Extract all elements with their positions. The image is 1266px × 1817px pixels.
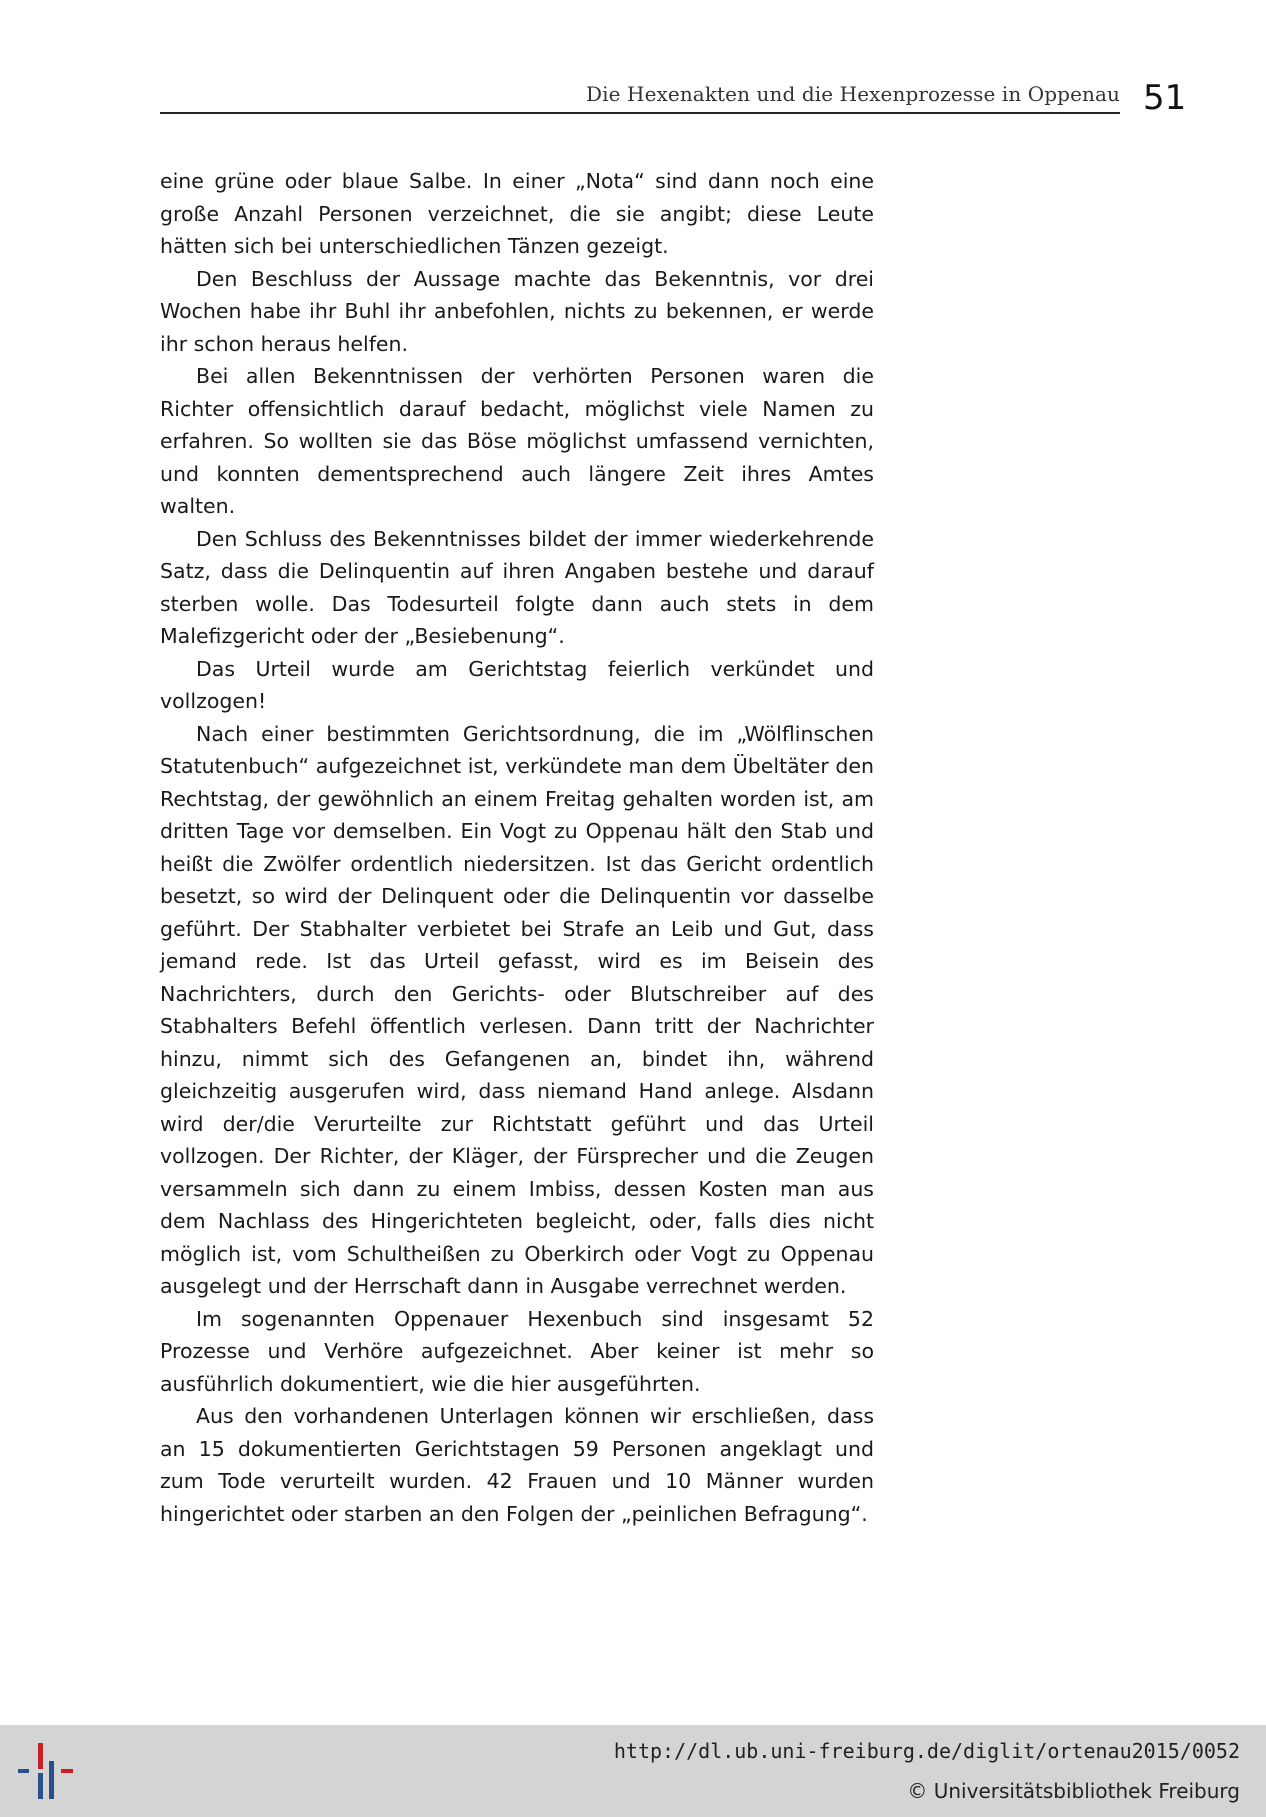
paragraph: Nach einer bestimmten Gerichtsordnung, die im „Wölflinschen Statutenbuch“ aufgezeichnet ist, verkündete man dem Übeltäter den Rechtstag, der gewöhnlich an einem Freitag gehalten worden ist, am dritten Tage vor demselben. Ein Vogt zu Oppenau hält den Stab und heißt die Zwölfer ordentlich niedersitzen. Ist das Gericht ordentlich besetzt, so wird der Delinquent oder die Delinquentin vor dasselbe geführt. Der Stabhalter verbietet bei Strafe an Leib und Gut, dass jemand rede. Ist das Urteil gefasst, wird es im Beisein des Nachrichters, durch den Gerichts- oder Blutschreiber auf des Stabhalters Befehl öffentlich verlesen. Dann tritt der Nachrichter hinzu, nimmt sich des Gefangenen an, bindet ihn, während gleichzeitig ausgerufen wird, dass niemand Hand anlege. Alsdann wird der/die Verurteilte zur Richtstatt geführt und das Urteil vollzogen. Der Richter, der Kläger, der Fürsprecher und die Zeugen versammeln sich dann zu einem Imbiss, dessen Kosten man aus dem Nachlass des Hingerichteten begleicht, oder, falls dies nicht möglich ist, vom Schultheißen zu Oberkirch oder Vogt zu Oppenau ausgelegt und der Herrschaft dann in Ausgabe verrechnet werden.	[160, 721, 874, 1298]
running-title: Die Hexenakten und die Hexenprozesse in Oppenau	[586, 82, 1120, 106]
paragraph: Aus den vorhandenen Unterlagen können wir erschließen, dass an 15 dokumentierten Gerichtstagen 59 Personen angeklagt und zum Tode verurteilt wurden. 42 Frauen und 10 Männer wurden hingerichtet oder starben an den Folgen der „peinlichen Befragung“.	[160, 1404, 874, 1526]
paragraph: Den Schluss des Bekenntnisses bildet der immer wiederkehrende Satz, dass die Delinquentin auf ihren Angaben bestehe und darauf sterben wolle. Das Todesurteil folgte dann auch stets in dem Malefizgericht oder der „Besiebenung“.	[160, 526, 874, 648]
paragraph: Den Beschluss der Aussage machte das Bekenntnis, vor drei Wochen habe ihr Buhl ihr anbefohlen, nichts zu bekennen, er werde ihr schon heraus helfen.	[160, 266, 874, 356]
footer-bar	[0, 1725, 1266, 1817]
page-number: 51	[1143, 78, 1187, 118]
library-logo-icon[interactable]	[14, 1739, 80, 1803]
logo-bar-center-blue-left	[38, 1773, 43, 1799]
logo-bar-center-red	[38, 1743, 43, 1769]
paragraph: Im sogenannten Oppenauer Hexenbuch sind insgesamt 52 Prozesse und Verhöre aufgezeichnet. Aber keiner ist mehr so ausführlich dokumentiert, wie die hier ausgeführten.	[160, 1306, 874, 1396]
paragraph: Das Urteil wurde am Gerichtstag feierlich verkündet und vollzogen!	[160, 656, 874, 713]
logo-bar-center-blue-right	[49, 1761, 54, 1799]
body-text	[160, 165, 874, 1530]
paragraph: eine grüne oder blaue Salbe. In einer „Nota“ sind dann noch eine große Anzahl Personen verzeichnet, die sie angibt; diese Leute hätten sich bei unterschiedlichen Tänzen gezeigt.	[160, 169, 874, 258]
running-header	[160, 78, 1120, 114]
logo-bar-left	[18, 1769, 29, 1773]
logo-bar-right	[61, 1769, 73, 1773]
footer-url-link[interactable]: http://dl.ub.uni-freiburg.de/diglit/ortenau2015/0052	[613, 1739, 1240, 1763]
footer-copyright: © Universitätsbibliothek Freiburg	[907, 1779, 1240, 1803]
paragraph: Bei allen Bekenntnissen der verhörten Personen waren die Richter offensichtlich darauf bedacht, möglichst viele Namen zu erfahren. So wollten sie das Böse möglichst umfassend vernichten, und konnten dementsprechend auch längere Zeit ihres Amtes walten.	[160, 364, 874, 518]
